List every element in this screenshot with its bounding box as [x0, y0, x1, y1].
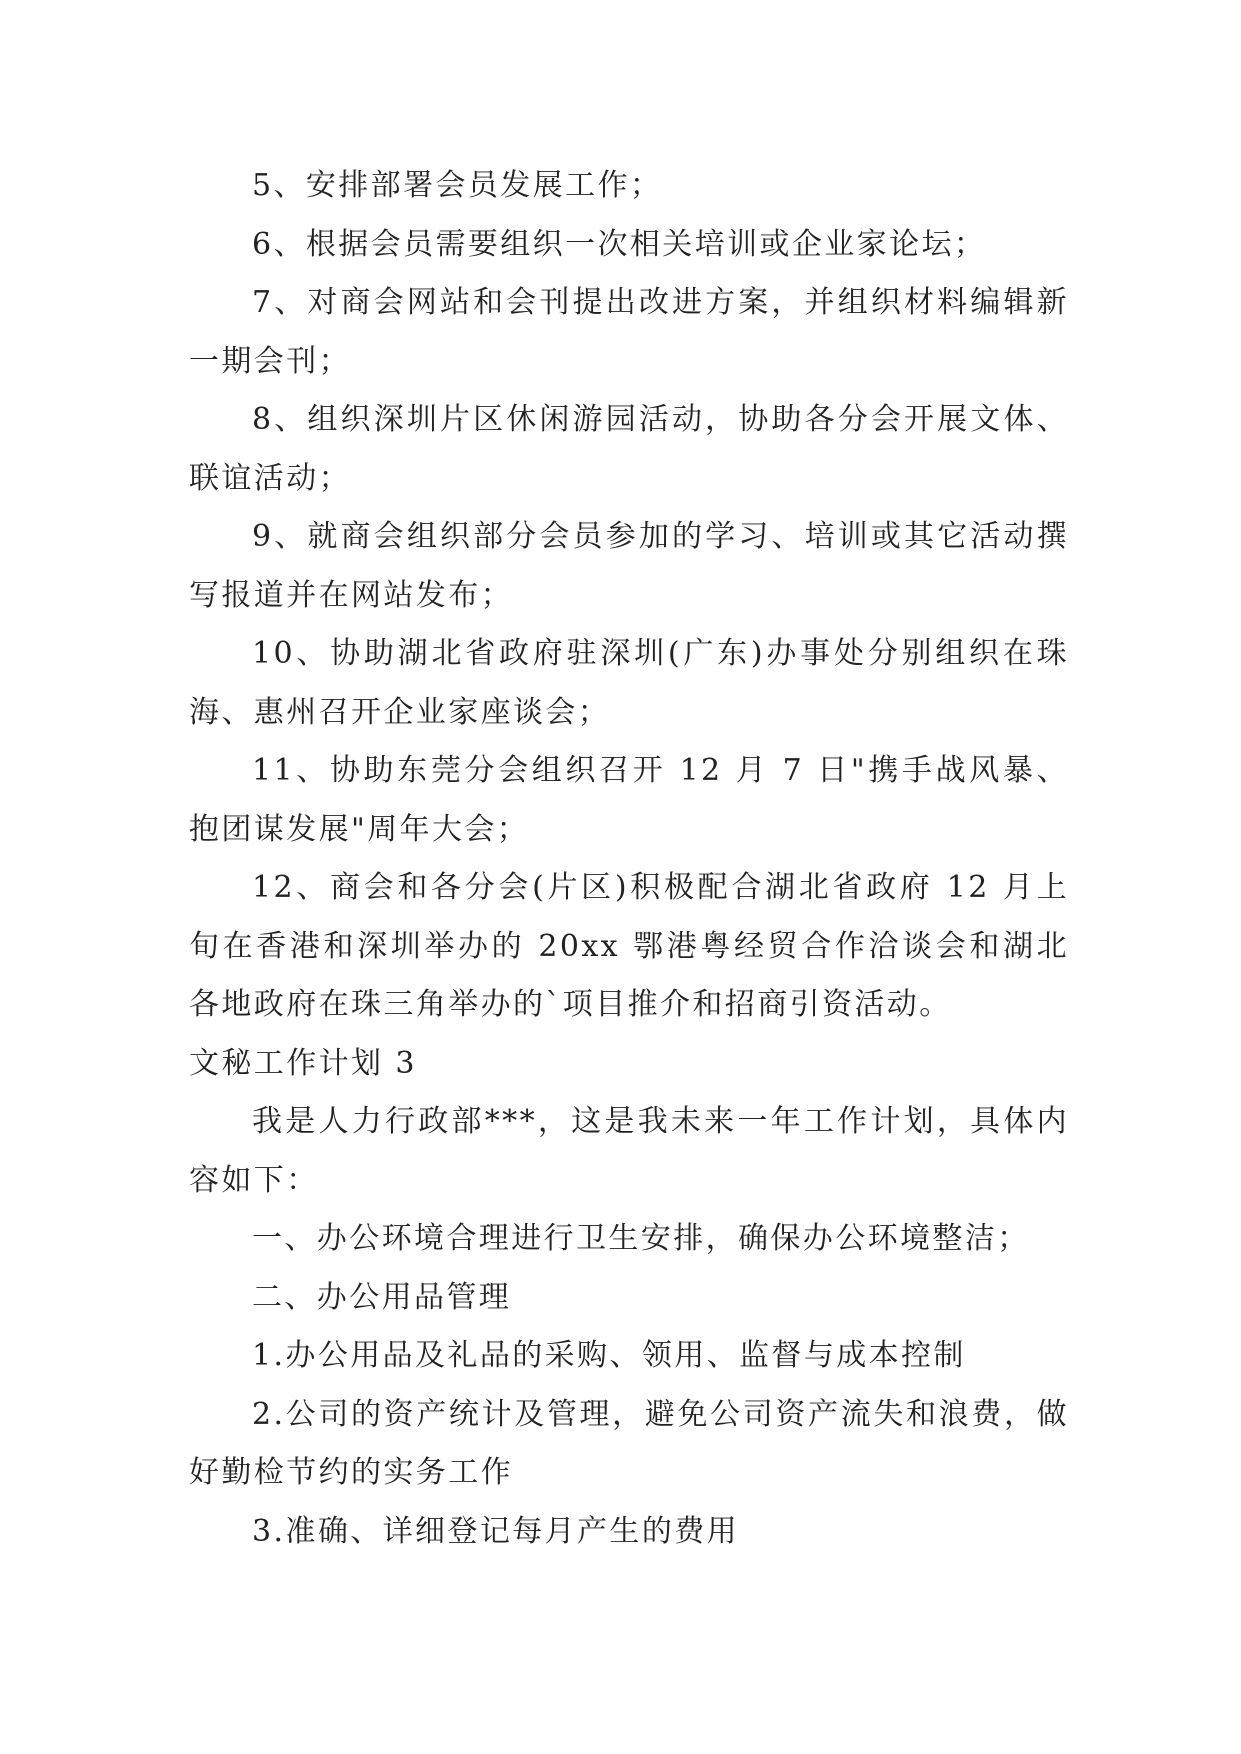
paragraph-item-10: 10、协助湖北省政府驻深圳(广东)办事处分别组织在珠海、惠州召开企业家座谈会；: [189, 636, 1069, 730]
paragraph-item-9: 9、就商会组织部分会员参加的学习、培训或其它活动撰写报道并在网站发布；: [189, 519, 1069, 613]
sub-item-2: 2.公司的资产统计及管理，避免公司资产流失和浪费，做好勤检节约的实务工作: [189, 1396, 1069, 1490]
paragraph-item-7: 7、对商会网站和会刊提出改进方案，并组织材料编辑新一期会刊；: [189, 285, 1069, 379]
paragraph-item-6: 6、根据会员需要组织一次相关培训或企业家论坛；: [252, 226, 987, 262]
section-title: 文秘工作计划 3: [189, 1045, 417, 1081]
paragraph-item-12: 12、商会和各分会(片区)积极配合湖北省政府 12 月上旬在香港和深圳举办的 20xx 鄂港粤经贸合作洽谈会和湖北各地政府在珠三角举办的`项目推介和招商引资活动。: [189, 870, 1069, 1022]
plan-item-two: 二、办公用品管理: [252, 1279, 512, 1315]
sub-item-1: 1.办公用品及礼品的采购、领用、监督与成本控制: [252, 1338, 966, 1373]
intro-paragraph: 我是人力行政部***，这是我未来一年工作计划，具体内容如下：: [189, 1104, 1069, 1198]
document-body: [189, 157, 1069, 1561]
sub-item-3: 3.准确、详细登记每月产生的费用: [252, 1513, 740, 1549]
paragraph-item-8: 8、组织深圳片区休闲游园活动，协助各分会开展文体、联谊活动；: [189, 402, 1069, 496]
paragraph-item-5: 5、安排部署会员发展工作；: [252, 168, 663, 203]
paragraph-item-11: 11、协助东莞分会组织召开 12 月 7 日"携手战风暴、抱团谋发展"周年大会；: [189, 753, 1069, 847]
plan-item-one: 一、办公环境合理进行卫生安排，确保办公环境整洁；: [252, 1221, 1030, 1256]
